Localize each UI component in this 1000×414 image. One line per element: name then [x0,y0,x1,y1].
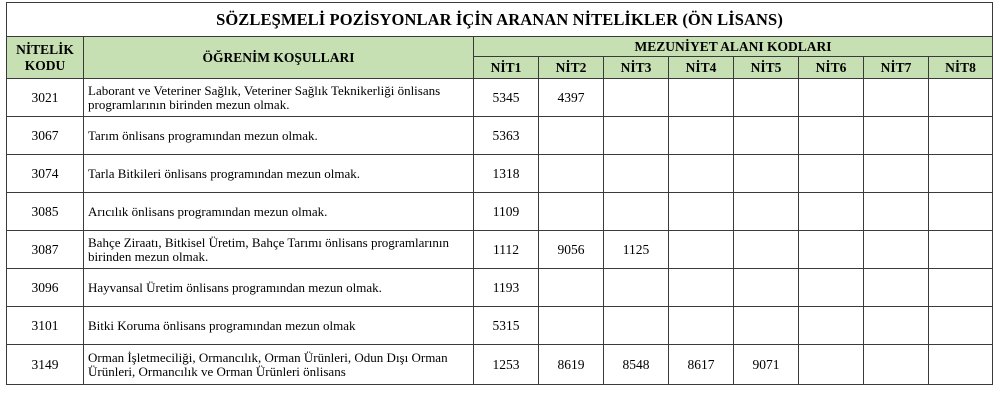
nit2-cell [539,117,604,155]
header-nit5: NİT5 [734,57,799,79]
education-condition: Bahçe Ziraatı, Bitkisel Üretim, Bahçe Tarımı önlisans programlarının birinden mezun olmak. [84,231,474,269]
header-education-conditions: ÖĞRENİM KOŞULLARI [84,37,474,79]
qualifications-table [6,2,993,385]
nit1-cell: 1193 [474,269,539,307]
table-row [7,307,993,345]
header-code-line2: KODU [24,57,66,73]
nit4-cell [669,307,734,345]
nit4-cell [669,117,734,155]
nit3-cell [604,155,669,193]
nit5-cell [734,231,799,269]
nit6-cell [799,269,864,307]
nit6-cell [799,307,864,345]
education-condition: Orman İşletmeciliği, Ormancılık, Orman Ürünleri, Odun Dışı Orman Ürünleri, Ormancılık ve Orman Ürünleri önlisans [84,345,474,385]
education-condition: Hayvansal Üretim önlisans programından mezun olmak. [84,269,474,307]
nit3-cell [604,117,669,155]
nit7-cell [864,117,929,155]
header-nit2: NİT2 [539,57,604,79]
nit8-cell [929,79,993,117]
table-title: SÖZLEŞMELİ POZİSYONLAR İÇİN ARANAN NİTELİKLER (ÖN LİSANS) [7,3,993,37]
nit7-cell [864,345,929,385]
nit6-cell [799,155,864,193]
nit3-cell: 1125 [604,231,669,269]
nit2-cell [539,155,604,193]
nit7-cell [864,269,929,307]
nit1-cell: 1318 [474,155,539,193]
header-nit4: NİT4 [669,57,734,79]
table-row [7,155,993,193]
nit8-cell [929,193,993,231]
qualification-code: 3096 [7,269,84,307]
education-condition: Bitki Koruma önlisans programından mezun olmak [84,307,474,345]
nit8-cell [929,345,993,385]
education-condition: Arıcılık önlisans programından mezun olmak. [84,193,474,231]
nit3-cell [604,307,669,345]
nit7-cell [864,307,929,345]
nit6-cell [799,231,864,269]
nit5-cell [734,117,799,155]
nit6-cell [799,79,864,117]
nit1-cell: 1253 [474,345,539,385]
nit5-cell [734,269,799,307]
header-graduation-codes: MEZUNİYET ALANI KODLARI [474,37,993,57]
nit8-cell [929,231,993,269]
header-nit8: NİT8 [929,57,993,79]
qualification-code: 3101 [7,307,84,345]
nit5-cell [734,79,799,117]
education-condition: Tarım önlisans programından mezun olmak. [84,117,474,155]
header-nit1: NİT1 [474,57,539,79]
nit6-cell [799,345,864,385]
nit2-cell: 4397 [539,79,604,117]
nit1-cell: 5363 [474,117,539,155]
qualification-code: 3085 [7,193,84,231]
nit2-cell [539,193,604,231]
nit5-cell [734,307,799,345]
nit3-cell [604,79,669,117]
nit5-cell: 9071 [734,345,799,385]
nit6-cell [799,117,864,155]
education-condition: Laborant ve Veteriner Sağlık, Veteriner Sağlık Teknikerliği önlisans programlarının birinden mezun olmak. [84,79,474,117]
table-row [7,231,993,269]
nit7-cell [864,155,929,193]
qualifications-table-container [6,2,992,385]
education-condition: Tarla Bitkileri önlisans programından mezun olmak. [84,155,474,193]
nit7-cell [864,231,929,269]
nit5-cell [734,155,799,193]
nit2-cell [539,307,604,345]
nit4-cell [669,193,734,231]
nit1-cell: 1109 [474,193,539,231]
nit4-cell [669,269,734,307]
qualification-code: 3067 [7,117,84,155]
table-row [7,269,993,307]
nit5-cell [734,193,799,231]
header-nit3: NİT3 [604,57,669,79]
qualification-code: 3087 [7,231,84,269]
nit1-cell: 5315 [474,307,539,345]
header-qualification-code [7,37,84,79]
table-row [7,117,993,155]
nit1-cell: 5345 [474,79,539,117]
nit8-cell [929,117,993,155]
nit3-cell: 8548 [604,345,669,385]
nit4-cell [669,79,734,117]
nit2-cell: 8619 [539,345,604,385]
nit8-cell [929,269,993,307]
nit3-cell [604,193,669,231]
header-nit7: NİT7 [864,57,929,79]
nit7-cell [864,79,929,117]
nit7-cell [864,193,929,231]
table-row [7,193,993,231]
table-row [7,345,993,385]
header-code-line1: NİTELİK [16,41,74,57]
nit8-cell [929,155,993,193]
qualification-code: 3074 [7,155,84,193]
nit2-cell [539,269,604,307]
qualification-code: 3021 [7,79,84,117]
header-nit6: NİT6 [799,57,864,79]
nit2-cell: 9056 [539,231,604,269]
nit3-cell [604,269,669,307]
nit6-cell [799,193,864,231]
qualification-code: 3149 [7,345,84,385]
nit4-cell: 8617 [669,345,734,385]
nit8-cell [929,307,993,345]
nit4-cell [669,155,734,193]
nit4-cell [669,231,734,269]
table-row [7,79,993,117]
nit1-cell: 1112 [474,231,539,269]
